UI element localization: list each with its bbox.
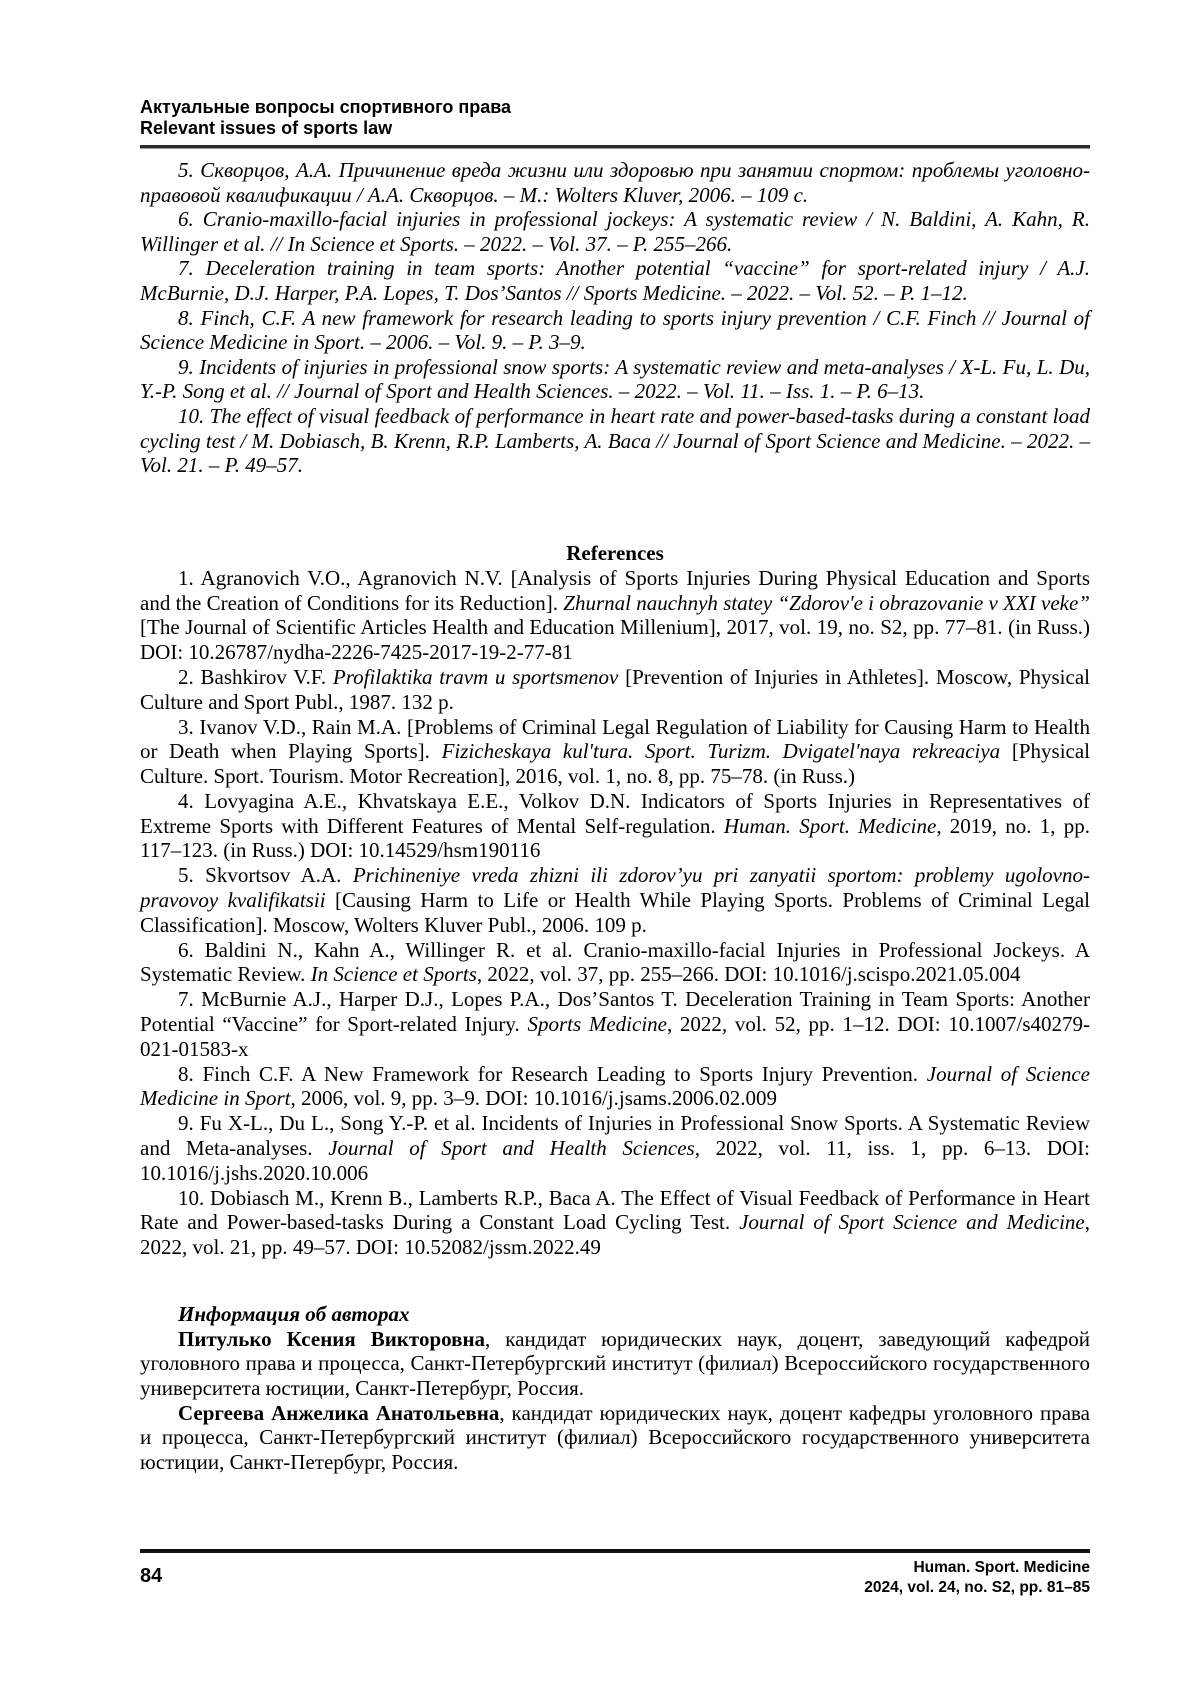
reference-item-en (140, 1062, 1090, 1112)
text-segment: 4. Lovyagina A.E., Khvatskaya E.E., Volkov D.N. Indicators of Sports Injuries in Representatives of Extreme Sports with Different Features of Mental Self-regulation. (140, 788, 1090, 838)
text-segment: 7. McBurnie A.J., Harper D.J., Lopes P.A., Dos’Santos T. Deceleration Training in Team Sports: Another Potential “Vaccine” for Sport-related Injury. (140, 987, 1090, 1037)
reference-item-en (140, 665, 1090, 715)
text-segment: 9. Incidents of injuries in professional snow sports: A systematic review and meta-analyses / X-L. Fu, L. Du, Y.-P. Song et al. // Journal of Sport and Health Sciences. – 2022. – Vol. 11. – Iss. 1. – P. 6–13. (140, 354, 1090, 404)
authors-list (140, 1327, 1090, 1475)
text-segment: In Science et Sports (310, 962, 477, 987)
page-number: 84 (140, 1565, 163, 1587)
text-segment: 1. Agranovich V.O., Agranovich N.V. [Analysis of Sports Injuries During Physical Education and Sports and the Creation of Conditions for its Reduction]. (140, 565, 1090, 615)
reference-item-en (140, 1111, 1090, 1185)
text-segment: , 2022, vol. 21, pp. 49–57. DOI: 10.52082/jssm.2022.49 (140, 1210, 1090, 1260)
text-segment: Питулько Ксения Викторовна (178, 1326, 486, 1351)
journal-info-block (864, 1558, 1090, 1598)
reference-item-en (140, 987, 1090, 1061)
text-segment: , 2022, vol. 52, pp. 1–12. DOI: 10.1007/s40279-021-01583-x (140, 1012, 1090, 1061)
text-segment: 5. Skvortsov A.A. (178, 863, 353, 888)
text-segment: 2. Bashkirov V.F. (178, 664, 333, 689)
text-segment: , кандидат юридических наук, доцент, заведующий кафедрой уголовного права и процесса, Санкт-Петербургский институт (филиал) Всероссийского государственного университета юстиции, Санкт-Петербург, Россия. (140, 1326, 1090, 1401)
text-segment: 8. Finch, C.F. A new framework for research leading to sports injury prevention / C.F. Finch // Journal of Science Medicine in Sport. – 2006. – Vol. 9. – P. 3–9. (140, 305, 1090, 355)
reference-item-ru (140, 158, 1090, 207)
text-segment: [The Journal of Scientific Articles Health and Education Millenium], 2017, vol. 19, no. S2, pp. 77–81. (in Russ.) DOI: 10.26787/nydha-2226-7425-2017-19-2-77-81 (140, 615, 1090, 665)
reference-item-en (140, 715, 1090, 789)
authors-info-heading: Информация об авторах (178, 1302, 410, 1327)
text-segment: [Prevention of Injuries in Athletes]. Moscow, Physical Culture and Sport Publ., 1987. 132 p. (140, 664, 1090, 714)
text-segment: Prichineniye vreda zhizni ili zdorov’yu pri zanyatii sportom: problemy ugolovno-pravovoy kvalifikatsii (140, 863, 1090, 913)
running-head-title-ru: Актуальные вопросы спортивного права (140, 97, 512, 117)
text-segment: , 2022, vol. 37, pp. 255–266. DOI: 10.1016/j.scispo.2021.05.004 (476, 962, 1021, 987)
text-segment: , кандидат юридических наук, доцент кафедры уголовного права и процесса, Санкт-Петербургский институт (филиал) Всероссийского государственного университета юстиции, Санкт-Петербург, Россия. (140, 1400, 1090, 1474)
reference-item-en (140, 789, 1090, 863)
reference-item-ru (140, 355, 1090, 404)
running-head (140, 97, 1090, 148)
english-references-list (140, 566, 1090, 1260)
text-segment: Сергеева Анжелика Анатольевна (178, 1400, 500, 1425)
text-segment: [Physical Culture. Sport. Tourism. Motor Recreation], 2016, vol. 1, no. 8, pp. 75–78. (in Russ.) (140, 739, 1091, 789)
text-segment: Zhurnal nauchnyh statey “Zdorov'e i obrazovanie v XXI veke” (563, 590, 1090, 615)
reference-item-en (140, 938, 1090, 988)
authors-info-section (140, 1302, 1090, 1474)
text-segment: 3. Ivanov V.D., Rain M.A. [Problems of Criminal Legal Regulation of Liability for Causing Harm to Health or Death when Playing Sports]. (140, 714, 1090, 764)
references-heading: References (566, 540, 664, 565)
text-segment: Sports Medicine (527, 1012, 667, 1037)
author-info-item (140, 1327, 1090, 1401)
text-segment: , 2022, vol. 11, iss. 1, pp. 6–13. DOI: 10.1016/j.jshs.2020.10.006 (140, 1136, 1090, 1185)
page-footer (140, 1549, 1090, 1598)
text-segment: Human. Sport. Medicine (723, 813, 937, 838)
text-segment: Fizicheskaya kul'tura. Sport. Turizm. Dvigatel'naya rekreaciya (441, 739, 1001, 764)
text-segment: , 2019, no. 1, pp. 117–123. (in Russ.) DOI: 10.14529/hsm190116 (140, 813, 1090, 863)
reference-item-ru (140, 256, 1090, 305)
text-segment: 7. Deceleration training in team sports: Another potential “vaccine” for sport-related injury / A.J. McBurnie, D.J. Harper, P.A. Lopes, T. Dos’Santos // Sports Medicine. – 2022. – Vol. 52. – P. 1–12. (140, 256, 1090, 305)
text-segment: 6. Baldini N., Kahn A., Willinger R. et al. Cranio-maxillo-facial Injuries in Professional Jockeys. A Systematic Review. (140, 937, 1090, 987)
text-segment: Journal of Science Medicine in Sport (140, 1061, 1090, 1111)
text-segment: Journal of Sport and Health Sciences (328, 1136, 695, 1161)
reference-item-ru (140, 306, 1090, 355)
text-segment: Profilaktika travm u sportsmenov (332, 664, 619, 689)
journal-issue-info: 2024, vol. 24, no. S2, pp. 81–85 (864, 1579, 1090, 1596)
text-segment: , 2006, vol. 9, pp. 3–9. DOI: 10.1016/j.jsams.2006.02.009 (290, 1086, 777, 1111)
russian-references-list (140, 158, 1090, 478)
reference-item-en (140, 1186, 1090, 1260)
text-segment: 8. Finch C.F. A New Framework for Research Leading to Sports Injury Prevention. (178, 1061, 927, 1086)
reference-item-en (140, 566, 1090, 665)
text-segment: [Causing Harm to Life or Health While Playing Sports. Problems of Criminal Legal Classification]. Moscow, Wolters Kluver Publ., 2006. 109 p. (140, 888, 1090, 937)
journal-title: Human. Sport. Medicine (913, 1559, 1090, 1576)
text-segment: 10. The effect of visual feedback of performance in heart rate and power-based-tasks during a constant load cycling test / M. Dobiasch, B. Krenn, R.P. Lamberts, A. Baca // Journal of Sport Science and Medicine. – 2022. – Vol. 21. – P. 49–57. (140, 403, 1090, 478)
text-segment: 5. Скворцов, А.А. Причинение вреда жизни или здоровью при занятии спортом: проблемы уголовно-правовой квалификации / А.А. Скворцов. – М.: Wolters Kluver, 2006. – 109 с. (140, 158, 1090, 207)
reference-item-ru (140, 207, 1090, 256)
author-info-item (140, 1401, 1090, 1475)
running-head-title-en: Relevant issues of sports law (140, 118, 393, 138)
reference-item-en (140, 863, 1090, 937)
text-segment: 9. Fu X-L., Du L., Song Y.-P. et al. Incidents of Injuries in Professional Snow Sports. A Systematic Review and Meta-analyses. (140, 1111, 1090, 1161)
text-segment: 10. Dobiasch M., Krenn B., Lamberts R.P., Baca A. The Effect of Visual Feedback of Performance in Heart Rate and Power-based-tasks During a Constant Load Cycling Test. (140, 1185, 1090, 1235)
text-segment: 6. Cranio-maxillo-facial injuries in professional jockeys: A systematic review / N. Baldini, A. Kahn, R. Willinger et al. // In Science et Sports. – 2022. – Vol. 37. – P. 255–266. (140, 207, 1090, 256)
reference-item-ru (140, 404, 1090, 478)
text-segment: Journal of Sport Science and Medicine (739, 1210, 1085, 1235)
